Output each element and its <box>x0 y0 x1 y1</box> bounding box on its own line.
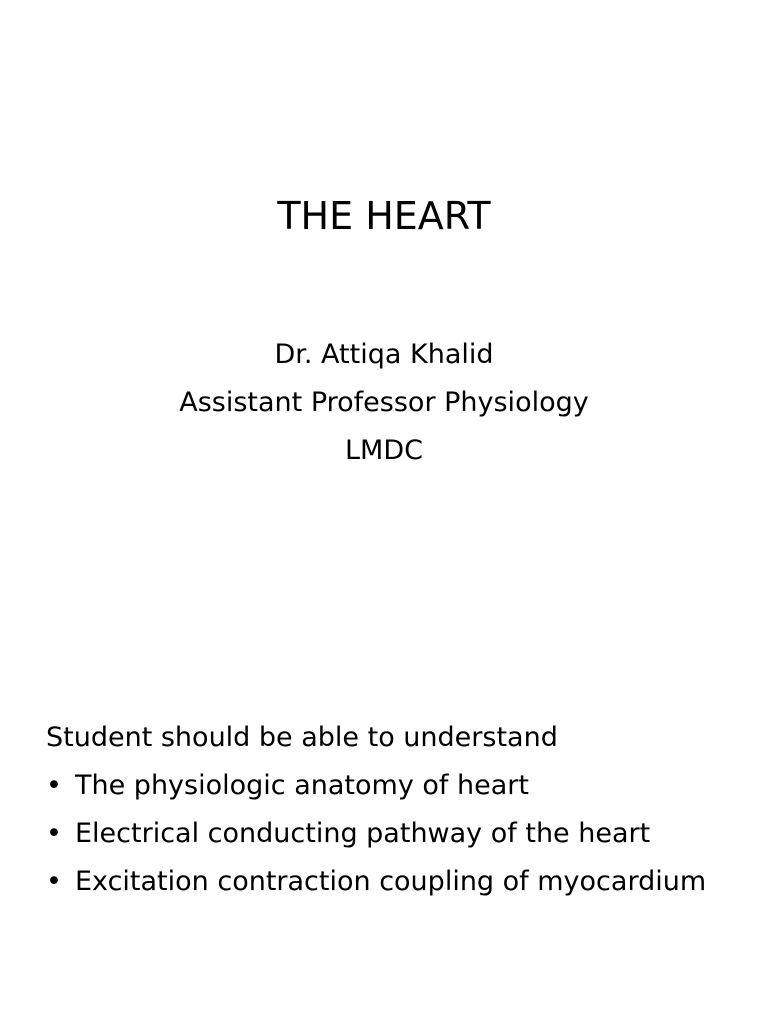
objective-item <box>46 858 761 906</box>
objective-text: The physiologic anatomy of heart <box>75 770 529 801</box>
author-block <box>0 331 768 475</box>
bullet-icon: • <box>46 866 62 897</box>
author-institution: LMDC <box>345 435 423 466</box>
objectives-intro: Student should be able to understand <box>46 722 558 753</box>
bullet-icon: • <box>46 818 62 849</box>
learning-objectives <box>46 714 761 906</box>
objective-text: Excitation contraction coupling of myocardium <box>75 866 707 897</box>
author-position: Assistant Professor Physiology <box>179 387 589 418</box>
author-name: Dr. Attiqa Khalid <box>274 339 494 370</box>
slide-title: THE HEART <box>277 194 491 238</box>
objective-text: Electrical conducting pathway of the heart <box>75 818 651 849</box>
objectives-list <box>46 762 761 906</box>
objective-item <box>46 810 761 858</box>
objective-item <box>46 762 761 810</box>
bullet-icon: • <box>46 770 62 801</box>
